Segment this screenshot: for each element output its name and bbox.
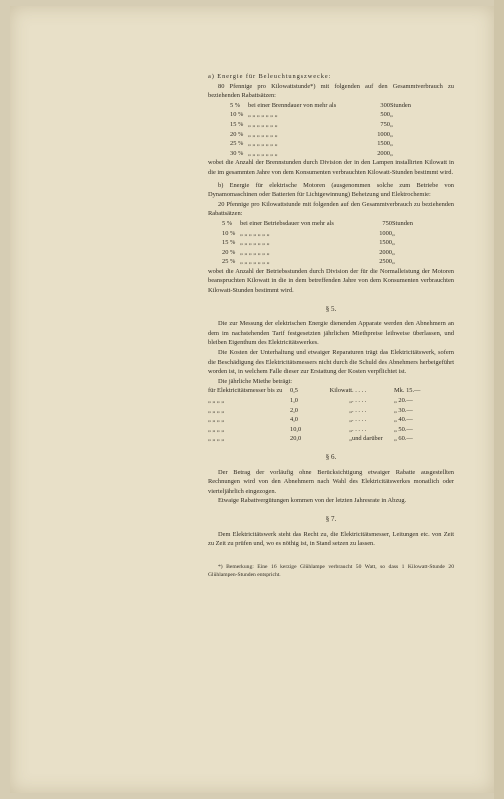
table-cell: „ 50.— — [394, 425, 413, 433]
table-cell: für Elektricitätsmesser bis zu — [208, 387, 283, 395]
section-5-paragraph-2: Die Kosten der Unterhaltung und etwaiger Reparaturen trägt das Elektricitätswerk, sofern die Beschädigung des Elektricitätsmessers nicht durch die Schuld des Abnehmers herbeigeführt worden ist, in welchem Falle dieser zur Erstattung der Kosten verpflichtet ist. — [208, 349, 454, 376]
table-row — [208, 396, 454, 406]
table-cell: „ „ „ „ „ „ „ — [248, 111, 278, 119]
table-row — [208, 120, 454, 130]
table-cell: Mk. 15.— — [394, 387, 421, 395]
section-6-paragraph-1: Der Betrag der vorläufig ohne Berücksichtigung etwaiger Rabatte ausgestellten Rechnungen wird von den Abnehmern nach Wahl des Elektricitätswerkes monatlich oder vierteljährlich eingezogen. — [208, 468, 454, 495]
section-a-intro: 80 Pfennige pro Kilowattstunde*) mit folgenden auf den Gesammtverbrauch zu beziehenden Rabattsätzen: — [208, 82, 454, 100]
table-cell: . . . . . — [352, 397, 367, 404]
table-cell: 5 % — [230, 101, 241, 109]
table-cell: „ — [392, 239, 395, 247]
table-cell: Stunden — [392, 219, 413, 227]
table-cell: 1500 — [377, 140, 390, 148]
section-b-explanation: wobei die Anzahl der Betriebsstunden durch Division der für die Normalleistung der Motoren beanspruchten Kilowatt in die in dem betreffenden Jahre von dem Konsumenten verbrauchten Kilowatt-Stunden bestimmt wird. — [208, 267, 454, 295]
table-cell: 1,0 — [290, 397, 298, 404]
table-cell: „ „ „ „ „ „ „ — [248, 140, 278, 148]
table-cell: 20,0 — [290, 435, 302, 443]
table-row — [208, 415, 454, 425]
table-cell: 2500 — [379, 258, 392, 266]
table-row — [208, 219, 454, 229]
table-cell: 10 % — [230, 111, 244, 119]
table-cell: Kilowatt — [329, 387, 352, 395]
section-5-paragraph-3: Die jährliche Miethe beträgt: — [218, 377, 292, 385]
table-row — [208, 130, 454, 140]
table-row — [208, 425, 454, 435]
section-6-title: § 6. — [325, 452, 337, 461]
table-cell: „ „ „ „ „ „ „ — [248, 130, 278, 138]
table-cell: „ — [390, 130, 393, 138]
table-cell: „ „ „ „ — [208, 425, 225, 433]
table-cell: 25 % — [222, 258, 236, 266]
table-cell: 1000 — [377, 130, 390, 138]
table-cell: „ „ „ „ „ „ „ — [248, 149, 278, 157]
section-5-title: § 5. — [325, 304, 337, 313]
table-cell: 10,0 — [290, 425, 302, 433]
table-cell: 20 % — [222, 248, 236, 256]
table-cell: „ „ „ „ — [208, 416, 225, 424]
table-cell: „ — [392, 229, 395, 237]
table-row — [208, 406, 454, 416]
table-cell: 4,0 — [290, 416, 298, 424]
section-a-explanation: wobei die Anzahl der Brennstunden durch Division der in den Lampen installirten Kilowatt in die im gesammten Jahre von dem Konsumenten verbrauchten Kilowatt-Stunden bestimmt wird. — [208, 159, 454, 176]
table-cell: „ 20.— — [394, 397, 413, 404]
table-cell: „ 40.— — [394, 416, 413, 424]
table-row — [208, 101, 454, 111]
table-row — [208, 434, 454, 444]
table-row — [208, 386, 454, 396]
table-cell: „ — [390, 140, 393, 148]
table-cell: „ — [349, 435, 352, 443]
table-cell: 500 — [380, 111, 390, 119]
table-cell: „ „ „ „ „ „ „ — [240, 229, 270, 237]
table-cell: bei einer Brenndauer von mehr als — [248, 101, 337, 109]
table-row — [208, 139, 454, 149]
table-cell: 5 % — [222, 219, 233, 227]
table-cell: „ — [392, 248, 395, 256]
table-cell: . . . . . — [352, 416, 367, 424]
table-cell: 0,5 — [290, 387, 298, 395]
table-cell: „ „ „ „ — [208, 435, 225, 443]
footnote: *) Bemerkung: Eine 16 kerzige Glühlampe verbraucht 50 Watt, so dass 1 Kilowatt-Stunde 20 Glühlampen-Stunden entspricht. — [208, 563, 454, 579]
table-cell: „ — [349, 397, 352, 404]
table-cell: 2000 — [379, 248, 392, 256]
table-cell: „ 30.— — [394, 406, 413, 414]
table-cell: „ — [349, 416, 352, 424]
page-edge — [494, 0, 504, 799]
table-cell: 20 % — [230, 130, 244, 138]
table-cell: „ — [390, 120, 393, 128]
section-7-paragraph-1: Dem Elektricitätswerk steht das Recht zu, die Elektricitätsmesser, Leitungen etc. von Zeit zu Zeit zu prüfen und, wo es nöthig ist, in Stand setzen zu lassen. — [208, 530, 454, 548]
table-cell: „ „ „ „ — [208, 397, 225, 404]
table-cell: „ „ „ „ „ „ „ — [240, 258, 270, 266]
table-cell: 10 % — [222, 229, 236, 237]
table-cell: „ — [349, 406, 352, 414]
section-b-rate-table — [208, 219, 454, 267]
table-cell: . . . . . — [352, 406, 367, 414]
table-cell: 2000 — [377, 149, 390, 157]
table-cell: und darüber — [352, 435, 383, 443]
table-cell: „ „ „ „ „ „ „ — [248, 120, 278, 128]
table-cell: 1500 — [379, 239, 392, 247]
table-cell: 750 — [382, 219, 392, 227]
table-cell: 750 — [380, 120, 390, 128]
section-5-paragraph-1: Die zur Messung der elektrischen Energie dienenden Apparate werden den Abnehmern an dem im nachstehenden Tarif festgesetzten jährlichen Miethpreise leihweise überlassen, und bleiben Eigenthum des Elektricitätswerkes. — [208, 320, 454, 347]
section-6-paragraph-2: Etwaige Rabattvergütungen kommen von der letzten Jahresrate in Abzug. — [218, 497, 407, 505]
section-a-heading: a) Energie für Beleuchtungszwecke: — [208, 73, 332, 80]
section-b-intro: 20 Pfennige pro Kilowattstunde mit folgenden auf den Gesammtverbrauch zu beziehenden Rabattsätzen: — [208, 200, 454, 218]
table-row — [208, 248, 454, 258]
table-cell: „ — [392, 258, 395, 266]
table-cell: . . . . . — [352, 425, 367, 433]
table-cell: 1000 — [379, 229, 392, 237]
table-cell: „ „ „ „ „ „ „ — [240, 239, 270, 247]
document-body — [208, 72, 454, 580]
table-cell: „ — [390, 111, 393, 119]
table-row — [208, 110, 454, 120]
table-cell: „ — [390, 149, 393, 157]
section-a-rate-table — [208, 101, 454, 159]
table-cell: 15 % — [222, 239, 236, 247]
section-b-heading: b) Energie für elektrische Motoren (ausgenommen solche zum Betriebe von Dynamomaschinen oder Batterien für Lichtgewinnung) Beheizung und Elektrochemie: — [208, 181, 454, 199]
table-cell: 300 — [380, 101, 390, 109]
table-cell: „ „ „ „ „ „ „ — [240, 248, 270, 256]
table-cell: 30 % — [230, 149, 244, 157]
section-7-title: § 7. — [325, 514, 337, 523]
table-row — [208, 229, 454, 239]
table-cell: „ 60.— — [394, 435, 413, 443]
table-cell: „ — [349, 425, 352, 433]
table-cell: 2,0 — [290, 406, 298, 414]
table-row — [208, 257, 454, 267]
table-row — [208, 149, 454, 159]
table-cell: bei einer Betriebsdauer von mehr als — [240, 219, 334, 227]
rent-table — [208, 386, 454, 444]
table-cell: . . . . . — [352, 387, 367, 395]
table-cell: „ „ „ „ — [208, 406, 225, 414]
table-row — [208, 238, 454, 248]
table-cell: 25 % — [230, 140, 244, 148]
table-cell: Stunden — [390, 101, 411, 109]
table-cell: 15 % — [230, 120, 244, 128]
